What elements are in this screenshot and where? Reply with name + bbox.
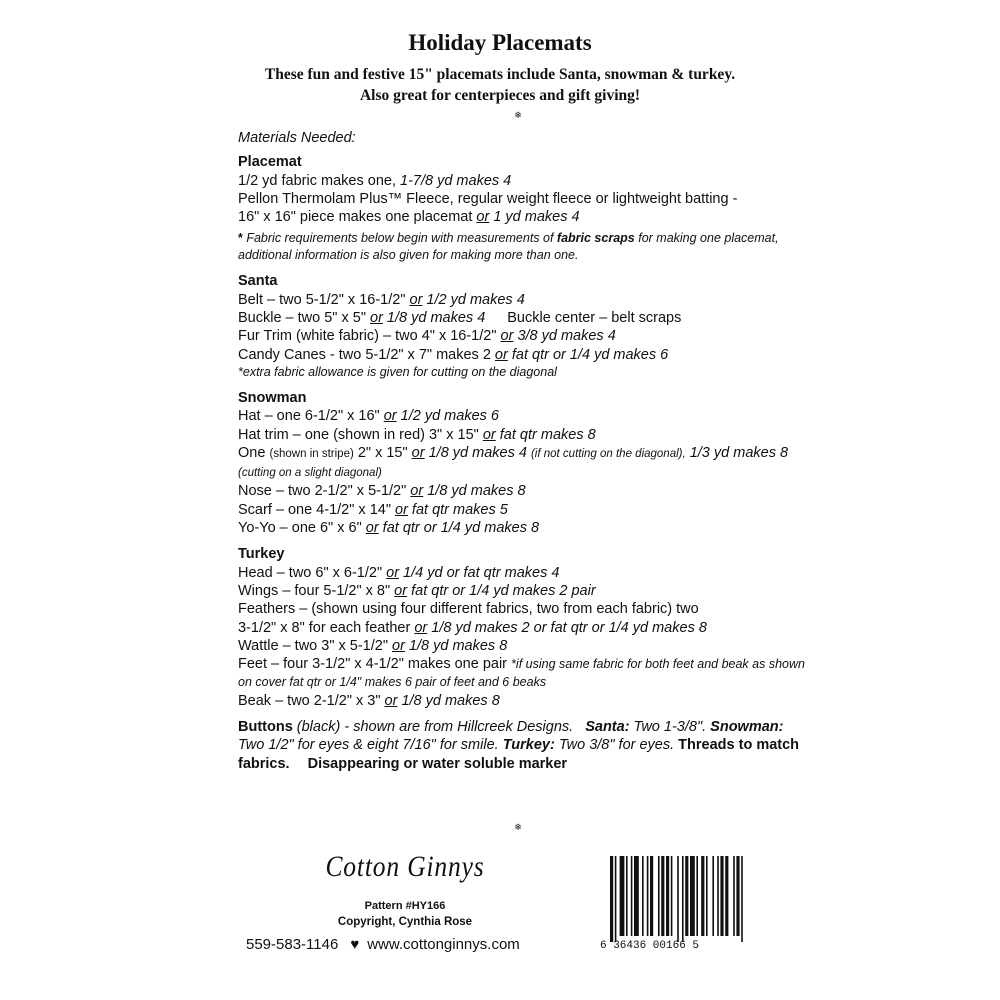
turkey-feet: Feet – four 3-1/2" x 4-1/2" makes one pair *if using same fabric for both feet and beak as shown on cover fat qtr or 1/4" makes 6 pair of feet and 6 beaks: [238, 656, 805, 690]
heart-icon: ♥: [350, 936, 360, 953]
barcode-bar: [610, 856, 613, 942]
barcode-number: 6 36436 00166 5: [600, 940, 700, 952]
turkey-wattle: Wattle – two 3" x 5-1/2" or 1/8 yd makes 8: [238, 637, 508, 654]
cotton-ginnys-logo: Cotton Ginnys: [325, 850, 485, 883]
barcode-bar: [682, 856, 684, 942]
snowman-nose: Nose – two 2-1/2" x 5-1/2" or 1/8 yd makes 8: [238, 483, 526, 500]
barcode-bar: [690, 856, 695, 936]
barcode-bar: [658, 856, 660, 936]
placemat-line-1: 1/2 yd fabric makes one, 1-7/8 yd makes 4: [238, 172, 512, 189]
snowflake-icon: ❄: [514, 110, 522, 120]
turkey-beak: Beak – two 2-1/2" x 3" or 1/8 yd makes 8: [238, 692, 500, 709]
barcode-bar: [642, 856, 644, 936]
website-link[interactable]: www.cottonginnys.com: [367, 936, 520, 953]
placemat-line-3: 16" x 16" piece makes one placemat or 1 yd makes 4: [238, 209, 580, 226]
barcode-bar: [634, 856, 639, 936]
barcode-bar: [677, 856, 679, 942]
turkey-feathers-1: Feathers – (shown using four different fabrics, two from each fabric) two: [238, 601, 699, 618]
buttons-threads-markers: Buttons (black) - shown are from Hillcreek Designs. Santa: Two 1-3/8". Snowman: Two 1/2" for eyes & eight 7/16" for smile. Turkey: Two 3/8" for eyes. Threads to match fabrics. Disappearing or water soluble marker: [238, 719, 800, 772]
barcode-bar: [650, 856, 653, 936]
intro-line-1: These fun and festive 15" placemats include Santa, snowman & turkey.: [264, 66, 736, 83]
fabric-scraps-note: * Fabric requirements below begin with measurements of fabric scraps for making one placemat, additional information is also given for making more than one.: [238, 231, 779, 263]
barcode-bar: [666, 856, 669, 936]
santa-heading: Santa: [238, 273, 278, 290]
santa-buckle: Buckle – two 5" x 5" or 1/8 yd makes 4 Buckle center – belt scraps: [238, 310, 682, 327]
turkey-wings: Wings – four 5-1/2" x 8" or fat qtr or 1/4 yd makes 2 pair: [238, 582, 596, 599]
materials-list: [238, 129, 808, 773]
barcode-bar: [712, 856, 714, 936]
turkey-heading: Turkey: [238, 546, 285, 563]
placemat-heading: Placemat: [238, 154, 302, 171]
contact-line: [240, 936, 570, 953]
snowman-hat: Hat – one 6-1/2" x 16" or 1/2 yd makes 6: [238, 408, 499, 425]
phone-number: 559-583-1146: [246, 936, 339, 953]
barcode-bar: [631, 856, 633, 936]
santa-diagonal-note: *extra fabric allowance is given for cutting on the diagonal: [238, 364, 557, 379]
barcode-bar: [720, 856, 723, 936]
barcode-bar: [685, 856, 688, 936]
barcode-bar: [626, 856, 628, 936]
barcode-bar: [671, 856, 673, 936]
barcode-bar: [615, 856, 617, 942]
barcode-bar: [717, 856, 719, 936]
barcode-bar: [620, 856, 625, 936]
copyright: Copyright, Cynthia Rose: [337, 916, 473, 928]
barcode-bar: [647, 856, 649, 936]
snowman-heading: Snowman: [238, 389, 307, 406]
snowman-scarf: Scarf – one 4-1/2" x 14" or fat qtr makes 5: [238, 501, 508, 518]
santa-candy-canes: Candy Canes - two 5-1/2" x 7" makes 2 or fat qtr or 1/4 yd makes 6: [238, 346, 669, 363]
barcode-bar: [741, 856, 743, 942]
turkey-head: Head – two 6" x 6-1/2" or 1/4 yd or fat qtr makes 4: [238, 564, 560, 581]
footer-info: [240, 850, 570, 953]
santa-belt: Belt – two 5-1/2" x 16-1/2" or 1/2 yd makes 4: [238, 291, 525, 308]
page-title: Holiday Placemats: [408, 30, 592, 55]
barcode-bar: [733, 856, 735, 936]
placemat-line-2: Pellon Thermolam Plus™ Fleece, regular weight fleece or lightweight batting -: [238, 190, 738, 207]
materials-heading: Materials Needed:: [238, 130, 356, 146]
snowflake-icon: ❄: [514, 822, 522, 832]
snowman-yoyo: Yo-Yo – one 6" x 6" or fat qtr or 1/4 yd makes 8: [238, 520, 540, 537]
turkey-feathers-2: 3-1/2" x 8" for each feather or 1/8 yd makes 2 or fat qtr or 1/4 yd makes 8: [238, 619, 707, 636]
barcode-bar: [696, 856, 698, 936]
barcode-bar: [701, 856, 704, 936]
snowman-one: One (shown in stripe) 2" x 15" or 1/8 yd makes 4 (if not cutting on the diagonal), 1/3 yd makes 8 (cutting on a slight diagonal): [238, 444, 789, 480]
santa-fur-trim: Fur Trim (white fabric) – two 4" x 16-1/2" or 3/8 yd makes 4: [238, 328, 616, 345]
barcode-bar: [725, 856, 728, 936]
barcode-bar: [706, 856, 708, 936]
snowman-hat-trim: Hat trim – one (shown in red) 3" x 15" or fat qtr makes 8: [238, 426, 596, 443]
barcode-bar: [736, 856, 739, 936]
pattern-number: Pattern #HY166: [364, 900, 446, 912]
barcode-bar: [661, 856, 664, 936]
intro-line-2: Also great for centerpieces and gift giving!: [359, 87, 641, 104]
